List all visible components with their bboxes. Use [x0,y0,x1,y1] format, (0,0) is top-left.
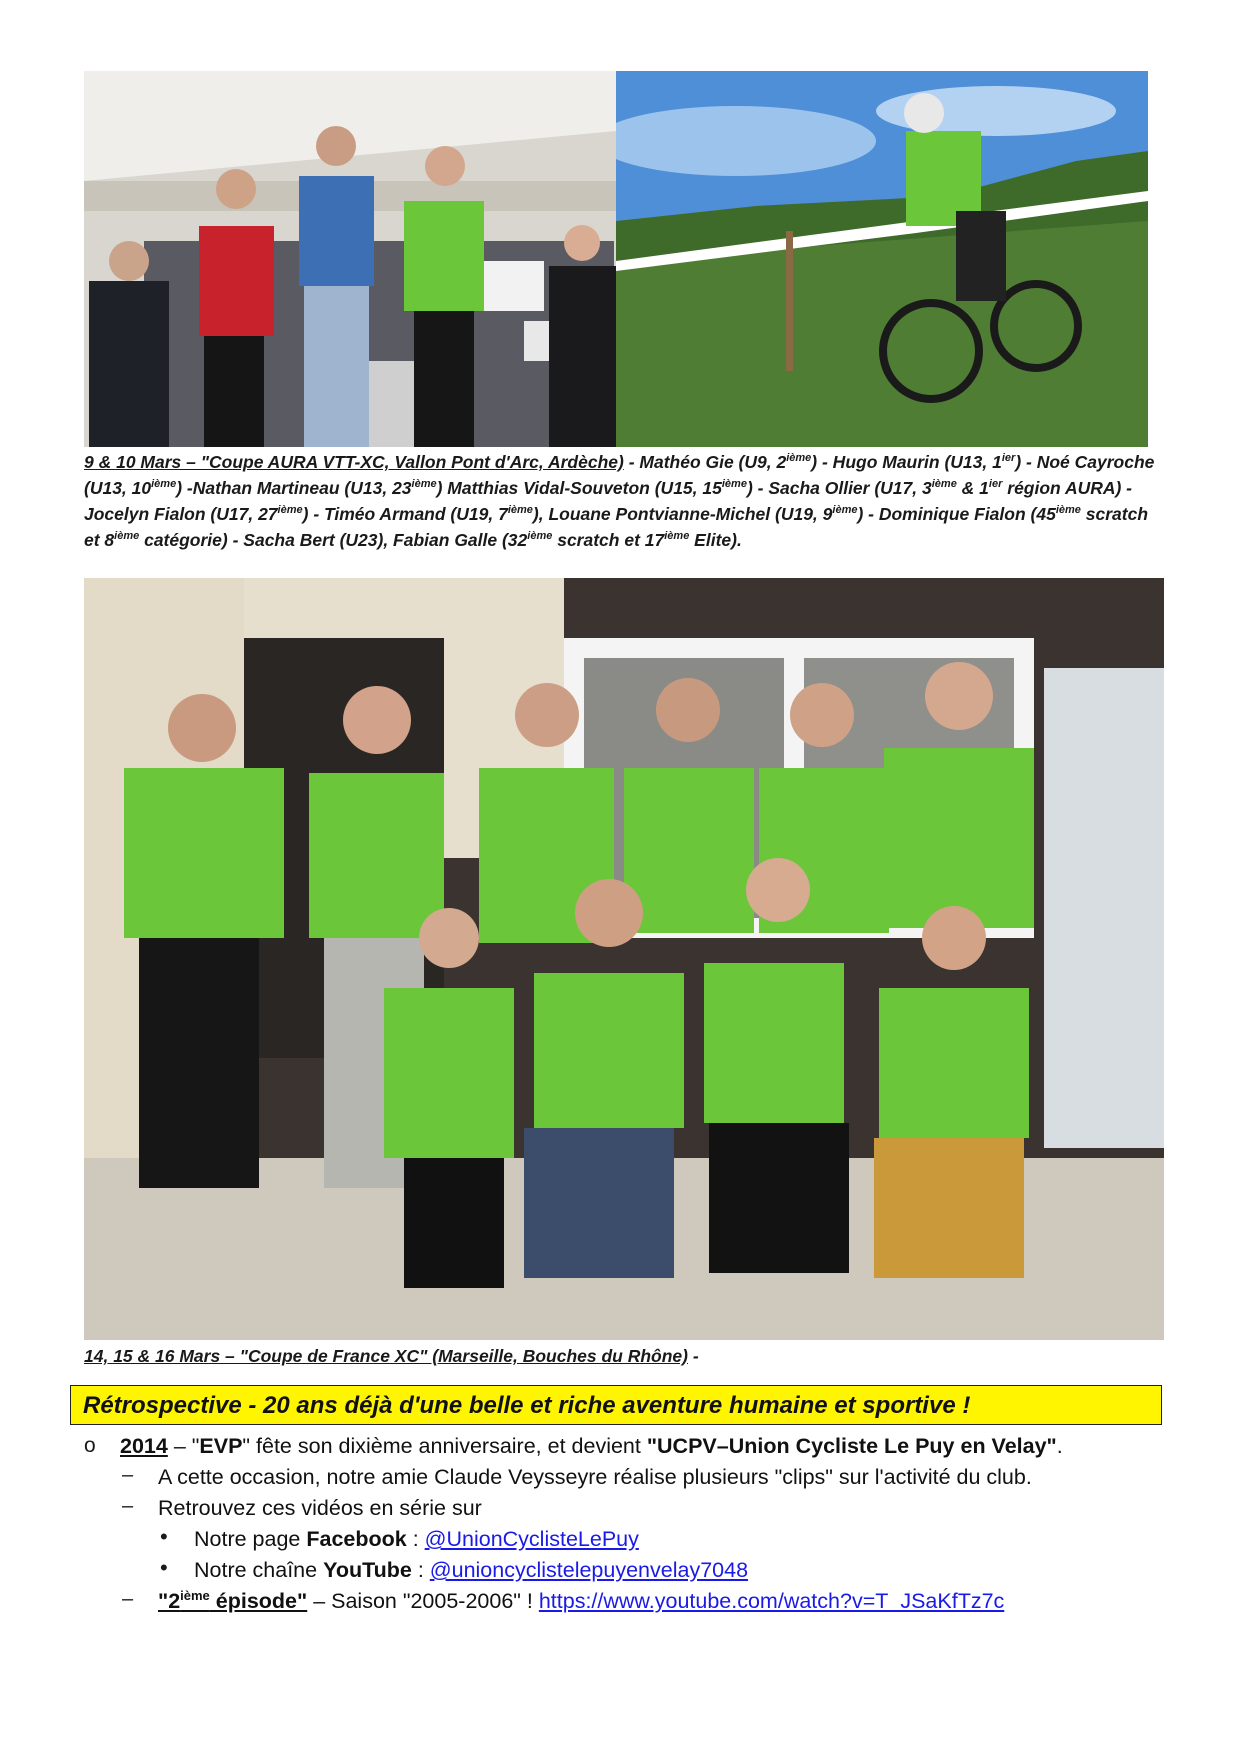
caption-sup: ième [151,478,177,491]
episode-sup: ième [180,1587,210,1603]
episode-text: "2 [158,1589,181,1613]
caption-text: - Mathéo Gie (U9, 2 [623,452,787,472]
dash-bullet-icon: – [122,1495,134,1517]
retro-line-clips: A cette occasion, notre amie Claude Veysseyre réalise plusieurs "clips" sur l'activité du club. [158,1465,1032,1489]
episode-label [158,1589,307,1613]
caption-text: & 1 [956,478,989,498]
caption-coupe-de-france [84,1343,699,1369]
caption-sup: ième [507,504,533,517]
dot-bullet-icon: • [160,1524,168,1549]
retro-text: – Saison "2005-2006" ! [307,1589,539,1613]
rider-photo [616,71,1148,447]
caption-cdf-rest: - [688,1346,699,1366]
retro-text: Notre chaîne [194,1558,324,1582]
retro-text: : [406,1527,425,1551]
retrospective-banner: Rétrospective - 20 ans déjà d'une belle et riche aventure humaine et sportive ! [70,1385,1162,1425]
retro-text: " fête son dixième anniversaire, et devient [242,1434,647,1458]
caption-sup: ième [664,530,690,543]
caption-text: ) - Dominique Fialon (45 [857,504,1056,524]
caption-sup: ième [527,530,553,543]
retro-line-facebook [194,1524,639,1554]
facebook-label: Facebook [306,1527,407,1551]
caption-aura-event: 9 & 10 Mars – "Coupe AURA VTT-XC, Vallon Pont d'Arc, Ardèche) [84,452,624,472]
caption-text: scratch et 17 [552,530,665,550]
dot-bullet-icon: • [160,1555,168,1580]
retro-line-episode [158,1586,1004,1616]
caption-sup: ième [786,452,812,465]
year-label: 2014 [120,1434,168,1458]
retro-text: . [1056,1434,1063,1458]
retro-text: – " [167,1434,200,1458]
caption-text: Elite). [689,530,742,550]
caption-text: ), Louane Pontvianne-Michel (U19, 9 [532,504,833,524]
evp-label: EVP [199,1434,243,1458]
caption-text: ) - Noé Cayroche (U13, 10 [84,452,1155,498]
caption-text: ) - Sacha Ollier (U17, 3 [746,478,932,498]
caption-sup: ième [931,478,957,491]
circle-bullet-icon: o [84,1434,96,1457]
caption-text: ) -Nathan Martineau (U13, 23 [176,478,412,498]
retro-line-youtube [194,1555,748,1585]
caption-text: catégorie) - Sacha Bert (U23), Fabian Galle (32 [139,530,528,550]
dash-bullet-icon: – [122,1588,134,1610]
caption-sup: ième [1055,504,1081,517]
youtube-link[interactable]: @unioncyclistelepuyenvelay7048 [429,1558,749,1582]
episode-link[interactable]: https://www.youtube.com/watch?v=T_JSaKfTz7c [538,1589,1005,1613]
retro-text: Notre page [194,1527,307,1551]
caption-aura [84,449,1164,553]
caption-sup: ième [277,504,303,517]
caption-text: ) - Hugo Maurin (U13, 1 [811,452,1002,472]
caption-sup: ième [721,478,747,491]
caption-sup: ième [411,478,437,491]
caption-text: scratch et 8 [84,504,1149,550]
episode-text: épisode" [209,1589,308,1613]
team-photo [84,578,1164,1340]
retro-line-2014 [120,1431,1063,1461]
caption-sup: ier [1001,452,1016,465]
youtube-label: YouTube [323,1558,412,1582]
caption-sup: ième [832,504,858,517]
caption-sup: ième [114,530,140,543]
caption-text: région AURA) - Jocelyn Fialon (U17, 27 [84,478,1133,524]
facebook-link[interactable]: @UnionCyclisteLePuy [424,1527,639,1551]
caption-cdf-event: 14, 15 & 16 Mars – "Coupe de France XC" (Marseille, Bouches du Rhône) [84,1346,688,1366]
retro-line-videos: Retrouvez ces vidéos en série sur [158,1496,482,1520]
caption-text: ) Matthias Vidal-Souveton (U15, 15 [436,478,722,498]
retro-text: : [411,1558,430,1582]
podium-photo [84,71,616,447]
caption-sup: ier [988,478,1003,491]
caption-text: ) - Timéo Armand (U19, 7 [302,504,508,524]
ucpv-label: "UCPV–Union Cycliste Le Puy en Velay" [646,1434,1057,1458]
dash-bullet-icon: – [122,1464,134,1486]
